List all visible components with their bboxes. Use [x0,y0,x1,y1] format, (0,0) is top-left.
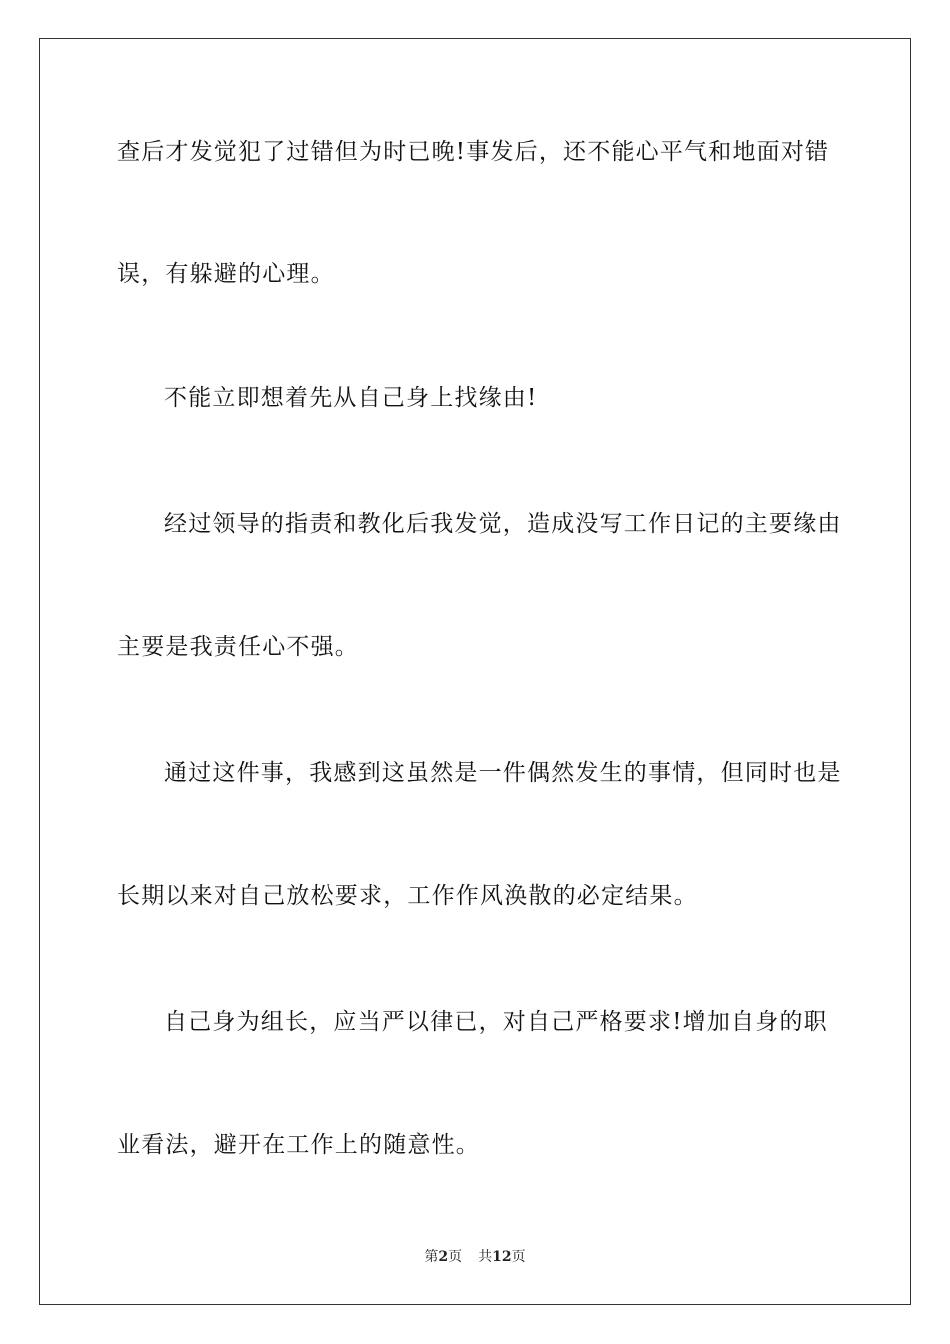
paragraph-line: 主要是我责任心不强。 [117,634,359,660]
page-number: 2 [438,1249,449,1265]
paragraph-line: 业看法，避开在工作上的随意性。 [117,1132,480,1158]
paragraph-line: 误，有躲避的心理。 [117,261,335,287]
page-footer [0,1246,950,1266]
paragraph-line: 长期以来对自己放松要求，工作作风涣散的必定结果。 [117,883,698,909]
paragraph-line: 自己身为组长，应当严以律已，对自己严格要求!增加自身的职 [164,1009,828,1035]
total-suffix: 页 [511,1249,526,1265]
paragraph-line: 经过领导的指责和教化后我发觉，造成没写工作日记的主要缘由 [164,511,842,537]
page-prefix: 第 [424,1249,439,1265]
page-border [39,38,911,1305]
total-pages: 12 [492,1249,512,1265]
paragraph-line: 不能立即想着先从自己身上找缘由! [164,385,538,411]
paragraph-line: 通过这件事，我感到这虽然是一件偶然发生的事情，但同时也是 [164,760,842,786]
paragraph-line: 查后才发觉犯了过错但为时已晚!事发后，还不能心平气和地面对错 [117,139,830,165]
page-suffix: 页 [448,1249,463,1265]
total-prefix: 共 [478,1249,493,1265]
